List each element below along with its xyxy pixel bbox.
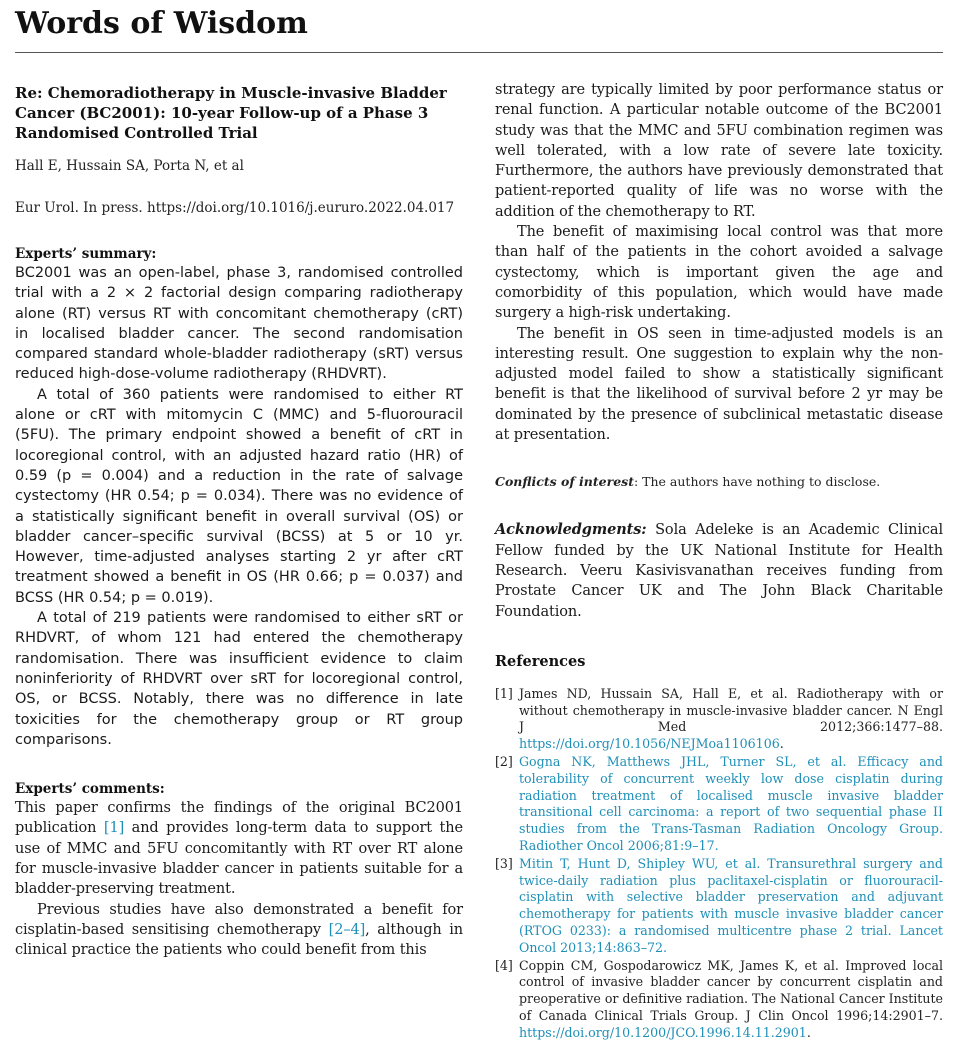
reference-number: [2] (495, 754, 513, 770)
conflicts-of-interest (495, 473, 943, 490)
summary-paragraph: A total of 219 patients were randomised to either sRT or RHDVRT, of whom 121 had entered the chemotherapy randomisation. There was insufficient evidence to claim noninferiority of RHDVRT over sRT for locoregional control, OS, or BCSS. Notably, there was no difference in late toxicities for the chemotherapy group or RT group comparisons. (15, 610, 463, 748)
acknowledgments (495, 520, 943, 621)
reference-list (495, 686, 943, 1042)
comments-text: , although in clinical practice the patients who could benefit from this (15, 921, 463, 959)
reference-item (495, 686, 943, 753)
reference-citation: Coppin CM, Gospodarowicz MK, James K, et al. Improved local control of invasive bladder cancer by concurrent cisplatin and preoperative or definitive radiation. The National Cancer Institute of Canada Clinical Trials Group. J Clin Oncol 1996;14:2901–7. (519, 957, 943, 1023)
reference-text[interactable]: Mitin T, Hunt D, Shipley WU, et al. Transurethral surgery and twice-daily radiation plus paclitaxel-cisplatin or fluorouracil-cisplatin with selective bladder preservation and adjuvant chemotherapy for patients with muscle invasive bladder cancer (RTOG 0233): a randomised multicentre phase 2 trial. Lancet Oncol 2013;14:863–72. (519, 855, 943, 955)
comments-paragraph (15, 900, 463, 961)
reference-text (519, 686, 943, 753)
references-heading: References (495, 652, 586, 670)
article-title: Re: Chemoradiotherapy in Muscle-invasive Bladder Cancer (BC2001): 10-year Follow-up of a Phase 3 Randomised Controlled Trial (15, 84, 447, 142)
reference-link-1[interactable]: [1] (103, 820, 125, 837)
summary-paragraph: A total of 360 patients were randomised to either RT alone or cRT with mitomycin C (MMC) and 5-fluorouracil (5FU). The primary endpoint showed a benefit of cRT in locoregional control, with an adjusted hazard ratio (HR) of 0.59 (p = 0.004) and a reduction in the rate of salvage cystectomy (HR 0.54; p = 0.034). There was no evidence of a statistically significant benefit in overall survival (OS) or bladder cancer–specific survival (BCSS) at 5 or 10 yr. However, time-adjusted analyses starting 2 yr after cRT treatment showed a benefit in OS (HR 0.66; p = 0.037) and BCSS (HR 0.54; p = 0.019). (15, 386, 463, 606)
acknowledgments-label: Acknowledgments: (495, 521, 647, 539)
summary-paragraph: BC2001 was an open-label, phase 3, randomised controlled trial with a 2 × 2 factorial design comparing radiotherapy alone (RT) versus RT with concomitant chemotherapy (cRT) in localised bladder cancer. The second randomisation compared standard whole-bladder radiotherapy (sRT) versus reduced high-dose-volume radiotherapy (RHDVRT). (15, 265, 463, 383)
reference-number: [4] (495, 957, 513, 973)
header-divider (15, 52, 943, 53)
conflicts-text: : The authors have nothing to disclose. (633, 474, 881, 490)
reference-item[interactable] (495, 856, 943, 957)
comments-paragraph: The benefit of maximising local control was that more than half of the patients in the cohort avoided a salvage cystectomy, which is important given the age and comorbidity of this population, which would have made surgery a high-risk undertaking. (495, 224, 943, 322)
reference-text[interactable]: Gogna NK, Matthews JHL, Turner SL, et al. Efficacy and tolerability of concurrent weekly low dose cisplatin during radiation treatment of localised muscle invasive bladder transitional cell carcinoma: a report of two sequential phase II studies from the Trans-Tasman Radiation Oncology Group. Radiother Oncol 2006;81:9–17. (519, 754, 943, 853)
summary-heading: Experts’ summary: (15, 246, 157, 262)
reference-text (519, 958, 943, 1042)
comments-heading: Experts’ comments: (15, 781, 165, 798)
comments-text: and provides long-term data to support the use of MMC and 5FU concomitantly with RT over RT alone for muscle-invasive bladder cancer in patients suitable for a bladder-preserving treatment. (15, 820, 463, 898)
left-column (15, 80, 463, 961)
reference-tail: . (806, 1024, 811, 1040)
comments-paragraph-continued: strategy are typically limited by poor performance status or renal function. A particular notable outcome of the BC2001 study was that the MMC and 5FU combination regimen was well tolerated, with a low rate of severe late toxicity. Furthermore, the authors have previously demonstrated that patient-reported quality of life was no worse with the addition of the chemotherapy to RT. (495, 82, 943, 220)
reference-number: [1] (495, 685, 513, 701)
reference-number: [3] (495, 855, 513, 871)
comments-text: This paper confirms the findings of the original BC2001 publication (15, 800, 463, 837)
conflicts-label: Conflicts of interest (495, 474, 634, 490)
comments-paragraph: The benefit in OS seen in time-adjusted models is an interesting result. One suggestion to explain why the non-adjusted model failed to show a statistically significant benefit is that the likelihood of survival before 2 yr may be dominated by the presence of subclinical metastatic disease at presentation. (495, 325, 943, 444)
reference-doi-link[interactable]: https://doi.org/10.1056/NEJMoa1106106 (519, 736, 780, 752)
comments-paragraph (15, 798, 463, 899)
reference-item[interactable] (495, 754, 943, 855)
reference-link-2-4[interactable]: [2–4] (328, 921, 366, 938)
acknowledgments-text: Sola Adeleke is an Academic Clinical Fellow funded by the UK National Institute for Health Research. Veeru Kasivisvanathan receives funding from Prostate Cancer UK and The John Black Charitable Foundation. (495, 522, 943, 620)
comments-text: Previous studies have also demonstrated a benefit for cisplatin-based sensitising chemotherapy (15, 901, 463, 938)
reference-citation: James ND, Hussain SA, Hall E, et al. Radiotherapy with or without chemotherapy in muscle-invasive bladder cancer. N Engl J Med 2012;366:1477–88. (519, 685, 943, 735)
right-column (495, 80, 943, 1043)
reference-item (495, 958, 943, 1042)
reference-doi-link[interactable]: https://doi.org/10.1200/JCO.1996.14.11.2901 (519, 1024, 807, 1040)
reference-tail: . (779, 736, 784, 752)
article-citation: Eur Urol. In press. https://doi.org/10.1016/j.eururo.2022.04.017 (15, 200, 455, 216)
page-title: Words of Wisdom (15, 6, 308, 41)
article-authors: Hall E, Hussain SA, Porta N, et al (15, 158, 244, 174)
